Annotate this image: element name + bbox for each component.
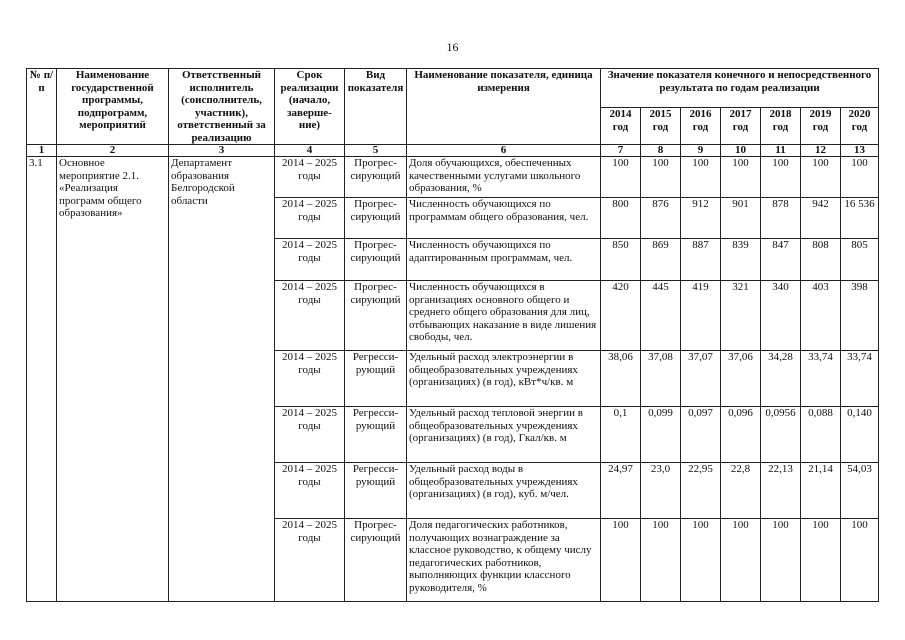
value-cell: 54,03 [841,463,879,519]
value-cell: 23,0 [641,463,681,519]
group-name: Основное мероприятие 2.1. «Реализация программ общего образования» [57,157,169,602]
value-cell: 805 [841,239,879,281]
column-number: 10 [721,145,761,157]
value-cell: 22,13 [761,463,801,519]
term-cell: 2014 – 2025 годы [275,157,345,198]
value-cell: 420 [601,281,641,351]
indicator-cell: Численность обучающихся по адаптированным программам, чел. [407,239,601,281]
value-cell: 38,06 [601,351,641,407]
term-cell: 2014 – 2025 годы [275,463,345,519]
value-cell: 850 [601,239,641,281]
value-cell: 37,06 [721,351,761,407]
value-cell: 445 [641,281,681,351]
value-cell: 0,099 [641,407,681,463]
value-cell: 398 [841,281,879,351]
value-cell: 800 [601,198,641,239]
value-cell: 340 [761,281,801,351]
header-name: Наименование государственной программы, подпрограмм, мероприятий [57,69,169,145]
indicator-cell: Численность обучающихся в организациях основного общего и среднего общего образования для лиц, отбывающих наказание в виде лишения свободы, чел. [407,281,601,351]
column-number: 5 [345,145,407,157]
value-cell: 100 [801,519,841,602]
value-cell: 34,28 [761,351,801,407]
term-cell: 2014 – 2025 годы [275,351,345,407]
indicator-cell: Удельный расход воды в общеобразовательных учреждениях (организациях) (в год), куб. м/чел. [407,463,601,519]
value-cell: 878 [761,198,801,239]
value-cell: 0,096 [721,407,761,463]
value-cell: 876 [641,198,681,239]
header-term: Срок реализации (начало, заверше-ние) [275,69,345,145]
value-cell: 16 536 [841,198,879,239]
page-number: 16 [446,40,459,54]
value-cell: 100 [801,157,841,198]
kind-cell: Регресси-рующий [345,463,407,519]
value-cell: 0,1 [601,407,641,463]
value-cell: 100 [641,157,681,198]
column-number: 3 [169,145,275,157]
indicators-table [26,68,879,602]
group-responsible: Департамент образования Белгородской области [169,157,275,602]
indicator-cell: Доля педагогических работников, получающих вознаграждение за классное руководство, к общему числу педагогических работников, выполняющих функции классного руководителя, % [407,519,601,602]
value-cell: 0,140 [841,407,879,463]
value-cell: 100 [721,157,761,198]
value-cell: 869 [641,239,681,281]
value-cell: 847 [761,239,801,281]
value-cell: 0,0956 [761,407,801,463]
header-values: Значение показателя конечного и непосредственного результата по годам реализации [601,69,879,108]
term-cell: 2014 – 2025 годы [275,198,345,239]
value-cell: 37,07 [681,351,721,407]
kind-cell: Регресси-рующий [345,407,407,463]
value-cell: 912 [681,198,721,239]
term-cell: 2014 – 2025 годы [275,239,345,281]
term-cell: 2014 – 2025 годы [275,519,345,602]
column-number: 13 [841,145,879,157]
header-year: 2019 год [801,108,841,145]
header-year: 2017 год [721,108,761,145]
value-cell: 21,14 [801,463,841,519]
header-num: № п/п [27,69,57,145]
value-cell: 321 [721,281,761,351]
header-year: 2014 год [601,108,641,145]
indicator-cell: Численность обучающихся по программам общего образования, чел. [407,198,601,239]
value-cell: 100 [681,519,721,602]
value-cell: 22,95 [681,463,721,519]
value-cell: 33,74 [841,351,879,407]
value-cell: 100 [761,519,801,602]
value-cell: 24,97 [601,463,641,519]
kind-cell: Регресси-рующий [345,351,407,407]
value-cell: 942 [801,198,841,239]
value-cell: 33,74 [801,351,841,407]
term-cell: 2014 – 2025 годы [275,407,345,463]
group-num: 3.1 [27,157,57,602]
value-cell: 0,097 [681,407,721,463]
header-indicator: Наименование показателя, единица измерения [407,69,601,145]
value-cell: 100 [641,519,681,602]
indicator-cell: Удельный расход тепловой энергии в общеобразовательных учреждениях (организациях) (в год), Гкал/кв. м [407,407,601,463]
value-cell: 419 [681,281,721,351]
value-cell: 100 [721,519,761,602]
value-cell: 37,08 [641,351,681,407]
header-year: 2018 год [761,108,801,145]
table-body [27,157,879,602]
column-number: 9 [681,145,721,157]
column-number: 8 [641,145,681,157]
value-cell: 808 [801,239,841,281]
value-cell: 100 [601,519,641,602]
value-cell: 0,088 [801,407,841,463]
column-number: 6 [407,145,601,157]
kind-cell: Прогрес-сирующий [345,281,407,351]
value-cell: 22,8 [721,463,761,519]
column-number: 12 [801,145,841,157]
kind-cell: Прогрес-сирующий [345,157,407,198]
term-cell: 2014 – 2025 годы [275,281,345,351]
value-cell: 839 [721,239,761,281]
indicator-cell: Доля обучающихся, обеспеченных качественными услугами школьного образования, % [407,157,601,198]
value-cell: 100 [841,157,879,198]
value-cell: 100 [601,157,641,198]
table-row [27,157,879,198]
column-numbers-row [27,145,879,157]
header-year: 2016 год [681,108,721,145]
header-responsible: Ответственный исполнитель (соисполнитель, участник), ответственный за реализацию [169,69,275,145]
column-number: 4 [275,145,345,157]
value-cell: 100 [761,157,801,198]
kind-cell: Прогрес-сирующий [345,519,407,602]
header-kind: Вид показателя [345,69,407,145]
kind-cell: Прогрес-сирующий [345,239,407,281]
value-cell: 100 [681,157,721,198]
indicator-cell: Удельный расход электроэнергии в общеобразовательных учреждениях (организациях) (в год), кВт*ч/кв. м [407,351,601,407]
value-cell: 100 [841,519,879,602]
kind-cell: Прогрес-сирующий [345,198,407,239]
header-year: 2015 год [641,108,681,145]
value-cell: 901 [721,198,761,239]
value-cell: 887 [681,239,721,281]
column-number: 11 [761,145,801,157]
column-number: 7 [601,145,641,157]
header-year: 2020 год [841,108,879,145]
column-number: 1 [27,145,57,157]
column-number: 2 [57,145,169,157]
value-cell: 403 [801,281,841,351]
